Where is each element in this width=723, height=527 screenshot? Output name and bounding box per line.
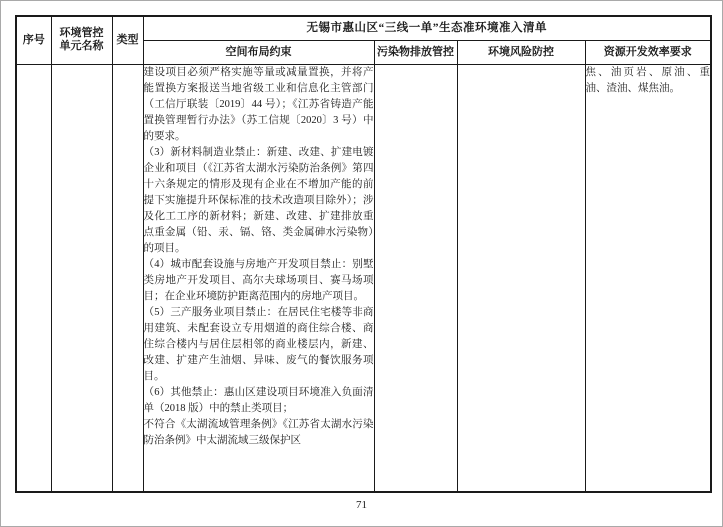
header-unit-name-line1: 环境管控 [59,27,104,40]
header-unit-name-line2: 单元名称 [59,40,104,53]
eco-env-access-list-table [15,15,712,493]
header-type: 类型 [112,16,143,64]
cell-pollutant-control [374,64,457,492]
header-risk-prevention: 环境风险防控 [457,40,585,64]
cell-resource-efficiency [585,64,711,492]
spatial-paragraph: （6）其他禁止：惠山区建设项目环境准入负面清单（2018 版）中的禁止类项目； [143,386,374,414]
header-spatial-layout: 空间布局约束 [143,40,374,64]
cell-type [112,64,143,492]
resource-paragraph: 焦、油页岩、原油、重油、渣油、煤焦油。 [585,66,710,94]
table-row [16,64,711,492]
header-index: 序号 [16,16,51,64]
cell-unit-name [51,64,112,492]
spatial-paragraph: （5）三产服务业项目禁止：在居民住宅楼等非商用建筑、未配套设立专用烟道的商住综合楼、商住综合楼内与居住层相邻的商业楼层内，新建、改建、扩建产生油烟、异味、废气的餐饮服务项目。 [143,306,374,382]
table-title: 无锡市惠山区“三线一单”生态准环境准入清单 [143,16,711,40]
spatial-paragraph: 建设项目必须严格实施等量或减量置换，并将产能置换方案报送当地省级工业和信息化主管部门（工信厅联装〔2019〕44 号）；《江苏省铸造产能置换管理暂行办法》（苏工信规〔2020〕3 号）中的要求。 [143,66,374,142]
spatial-paragraph: （3）新材料制造业禁止：新建、改建、扩建电镀企业和项目（《江苏省太湖水污染防治条例》第四十六条规定的情形及现有企业在不增加产能的前提下实施提升环保标准的技术改造项目除外）；涉及化工工序的新材料；新建、改建、扩建排放重点重金属（铅、汞、镉、铬、类金属砷水污染物）的项目。 [143,146,374,254]
cell-spatial-layout [143,64,374,492]
cell-risk-prevention [457,64,585,492]
header-resource-efficiency: 资源开发效率要求 [585,40,711,64]
spatial-paragraph: 不符合《太湖流域管理条例》《江苏省太湖水污染防治条例》中太湖流域三级保护区 [143,418,374,446]
spatial-paragraph: （4）城市配套设施与房地产开发项目禁止：别墅类房地产开发项目、高尔夫球场项目、赛马场项目；在企业环境防护距离范围内的房地产项目。 [143,258,374,302]
page-number: 71 [356,499,367,511]
header-pollutant-control: 污染物排放管控 [374,40,457,64]
cell-index [16,64,51,492]
header-unit-name [51,16,112,64]
